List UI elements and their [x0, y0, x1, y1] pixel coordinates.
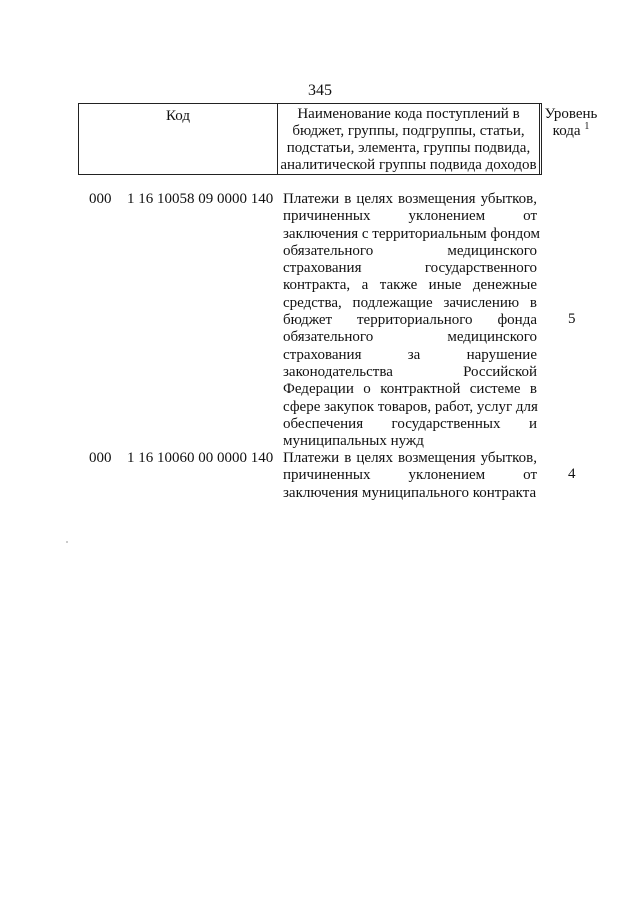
desc-line: заключения муниципального контракта — [283, 484, 537, 501]
desc-line: причиненных уклонением от — [283, 208, 537, 225]
row-admin-code: 000 — [89, 191, 112, 207]
desc-line: обязательного медицинского — [283, 242, 537, 259]
desc-line: причиненных уклонением от — [283, 467, 537, 484]
header-level-kod: кода — [552, 123, 581, 139]
desc-line: страхования за нарушение — [283, 346, 537, 363]
header-name-line: Наименование кода поступлений в — [297, 106, 520, 122]
desc-line: страхования государственного — [283, 260, 537, 277]
header-level — [540, 104, 602, 174]
header-name-line: аналитической группы подвида доходов — [280, 157, 537, 173]
desc-line: сфере закупок товаров, работ, услуг для — [283, 398, 538, 415]
row-admin-code: 000 — [89, 450, 112, 466]
table-header — [78, 103, 598, 175]
desc-line: бюджет территориального фонда — [283, 312, 537, 329]
row-budget-code: 1 16 10058 09 0000 140 — [127, 191, 274, 207]
desc-line: Федерации о контрактной системе в — [283, 381, 537, 398]
scan-speck — [66, 541, 68, 543]
row-description — [283, 450, 537, 502]
header-level-line1: Уровень — [544, 106, 598, 122]
row-description — [283, 191, 540, 450]
desc-line: муниципальных нужд — [283, 433, 424, 450]
row-level: 4 — [568, 466, 576, 482]
row-budget-code: 1 16 10060 00 0000 140 — [127, 450, 274, 466]
header-code — [79, 104, 278, 174]
desc-line: обеспечения государственных и — [283, 415, 537, 432]
desc-line: контракта, а также иные денежные — [283, 277, 537, 294]
header-name-line: бюджет, группы, подгруппы, статьи, — [292, 123, 525, 139]
desc-line: законодательства Российской — [283, 363, 537, 380]
desc-line: заключения с территориальным фондом — [283, 225, 540, 242]
desc-line: Платежи в целях возмещения убытков, — [283, 450, 537, 466]
header-code-label: Код — [166, 108, 190, 124]
desc-line: обязательного медицинского — [283, 329, 537, 346]
header-level-line2 — [540, 123, 602, 140]
desc-line: средства, подлежащие зачислению в — [283, 294, 537, 311]
header-level-footnote: 1 — [584, 121, 590, 132]
page-number: 345 — [308, 82, 332, 99]
desc-line: Платежи в целях возмещения убытков, — [283, 191, 537, 207]
row-level: 5 — [568, 311, 576, 327]
header-name — [278, 104, 540, 174]
header-name-line: подстатьи, элемента, группы подвида, — [286, 140, 531, 156]
